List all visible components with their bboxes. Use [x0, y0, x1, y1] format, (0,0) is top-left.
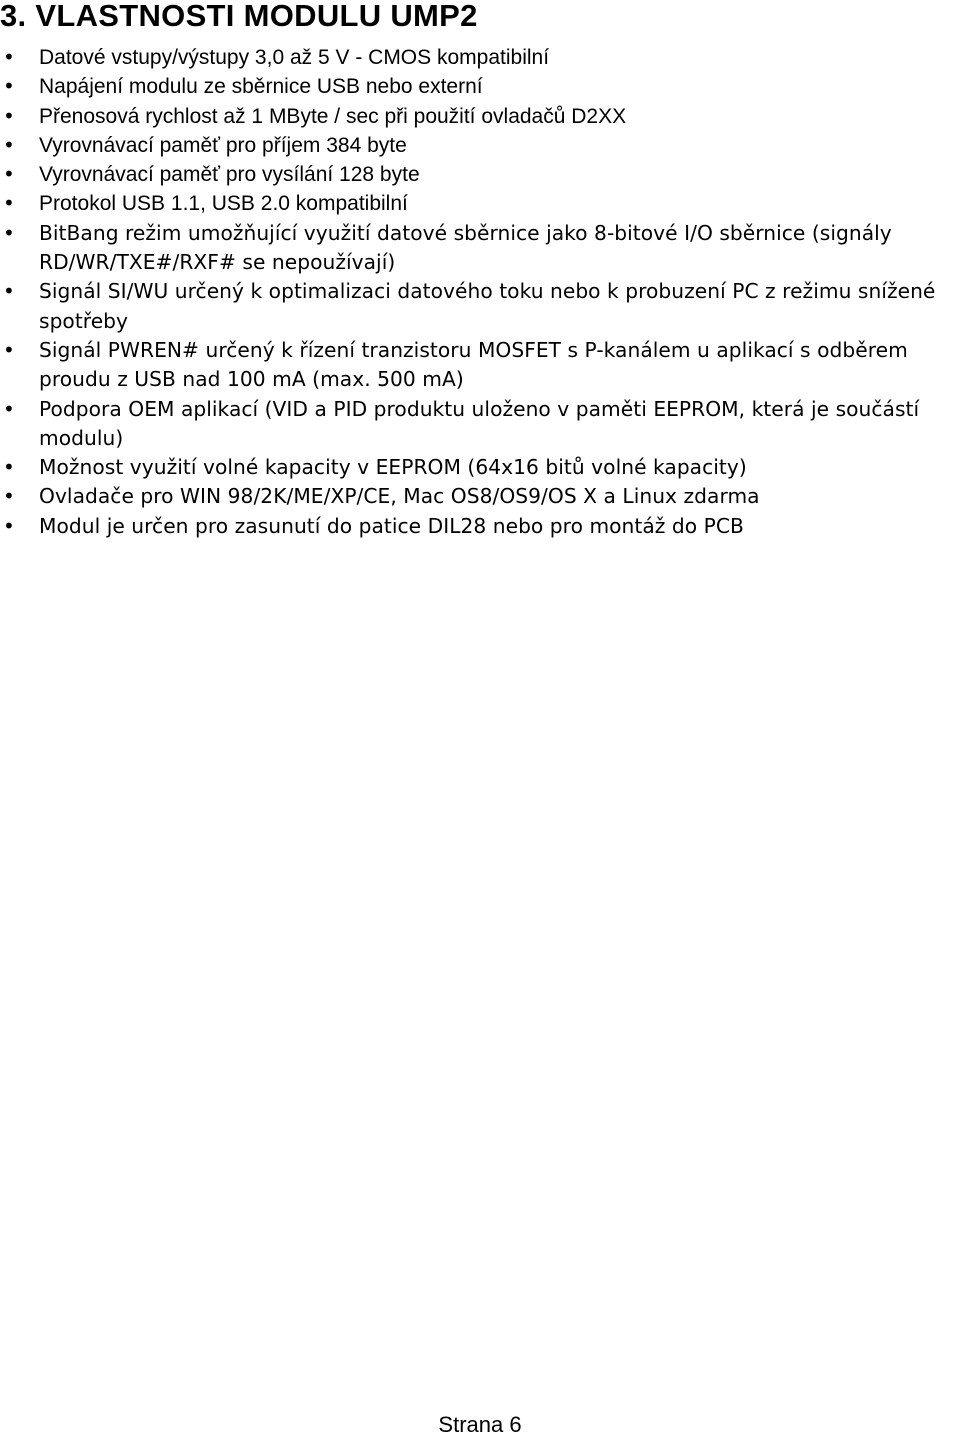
list-item-text: Vyrovnávací paměť pro vysílání 128 byte	[39, 163, 420, 187]
list-item-text: Napájení modulu ze sběrnice USB nebo externí	[39, 75, 483, 99]
bullet-icon: •	[3, 279, 15, 304]
list-item	[0, 512, 960, 541]
list-item-text: Vyrovnávací paměť pro příjem 384 byte	[39, 133, 407, 157]
section-heading: 3. VLASTNOSTI MODULU UMP2	[0, 0, 478, 33]
list-item	[0, 482, 960, 511]
bullet-icon: •	[3, 396, 15, 421]
bullet-icon: •	[3, 132, 15, 157]
list-item-text: Signál SI/WU určený k optimalizaci datového toku nebo k probuzení PC z režimu snížené spotřeby	[39, 279, 936, 333]
bullet-icon: •	[3, 484, 15, 509]
list-item-text: Přenosová rychlost až 1 MByte / sec při použití ovladačů D2XX	[39, 104, 627, 128]
list-item	[0, 102, 960, 131]
list-item	[0, 395, 960, 454]
list-item	[0, 160, 960, 189]
list-item-text: Ovladače pro WIN 98/2K/ME/XP/CE, Mac OS8/OS9/OS X a Linux zdarma	[39, 484, 760, 509]
list-item	[0, 189, 960, 218]
list-item-text: Signál PWREN# určený k řízení tranzistoru MOSFET s P-kanálem u aplikací s odběrem proudu z USB nad 100 mA (max. 500 mA)	[39, 337, 908, 392]
list-item	[0, 453, 960, 482]
list-item	[0, 131, 960, 160]
list-item-text: Protokol USB 1.1, USB 2.0 kompatibilní	[39, 192, 408, 216]
bullet-icon: •	[3, 455, 15, 480]
feature-list	[0, 43, 960, 541]
list-item-text: BitBang režim umožňující využití datové sběrnice jako 8-bitové I/O sběrnice (signály RD/WR/TXE#/RXF# se nepoužívají)	[39, 220, 892, 275]
list-item-text: Podpora OEM aplikací (VID a PID produktu uloženo v paměti EEPROM, která je součástí modulu)	[39, 396, 920, 450]
bullet-icon: •	[3, 337, 15, 362]
bullet-icon: •	[3, 103, 15, 128]
bullet-icon: •	[3, 220, 15, 245]
bullet-icon: •	[3, 74, 15, 99]
list-item	[0, 336, 960, 395]
list-item	[0, 72, 960, 101]
list-item	[0, 43, 960, 72]
bullet-icon: •	[3, 162, 15, 187]
list-item	[0, 219, 960, 278]
list-item-text: Datové vstupy/výstupy 3,0 až 5 V - CMOS kompatibilní	[39, 46, 550, 69]
list-item	[0, 277, 960, 336]
page-number: Strana 6	[438, 1412, 522, 1437]
bullet-icon: •	[3, 191, 15, 216]
list-item-text: Možnost využití volné kapacity v EEPROM (64x16 bitů volné kapacity)	[39, 455, 747, 480]
list-item-text: Modul je určen pro zasunutí do patice DIL28 nebo pro montáž do PCB	[39, 513, 744, 538]
bullet-icon: •	[3, 513, 15, 538]
bullet-icon: •	[3, 45, 15, 69]
